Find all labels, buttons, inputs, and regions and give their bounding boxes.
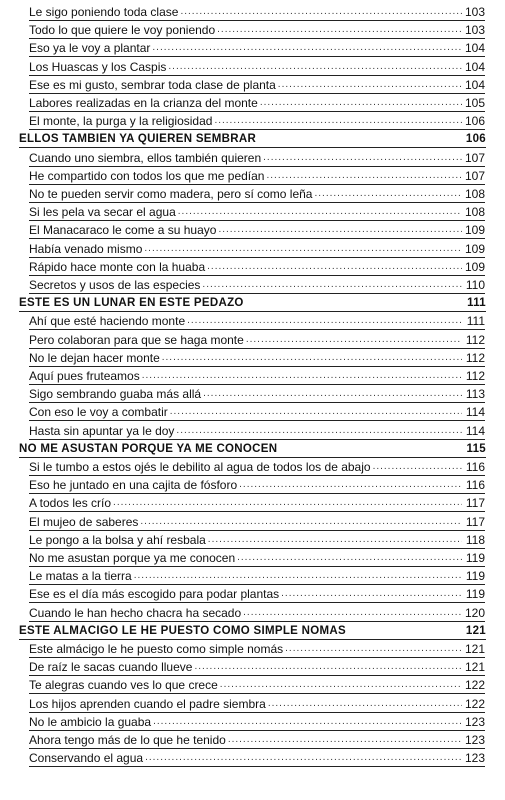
toc-entry-title: Eso ya le voy a plantar <box>29 41 151 56</box>
dot-leader <box>194 659 462 675</box>
dot-leader <box>134 568 462 584</box>
toc-entry-title: ESTE ES UN LUNAR EN ESTE PEDAZO <box>19 297 244 310</box>
toc-page-number: 118 <box>465 532 485 547</box>
toc-page-number: 123 <box>464 733 485 747</box>
toc-entry <box>29 76 485 94</box>
dot-leader <box>170 404 462 420</box>
toc-entry-title: Todo lo que quiere le voy poniendo <box>29 23 216 38</box>
toc-page-number: 123 <box>464 714 485 729</box>
toc-entry <box>29 585 485 603</box>
toc-entry-title: Pero colaboran para que se haga monte <box>29 332 244 347</box>
toc-page-number: 114 <box>465 423 485 438</box>
toc-page-number: 121 <box>464 660 485 675</box>
toc-entry-title: Ese es el día más escogido para podar plantas <box>29 587 280 602</box>
dot-leader <box>263 150 462 166</box>
toc-section-heading <box>19 294 486 312</box>
toc-page-number: 113 <box>465 387 485 402</box>
toc-entry <box>29 513 485 531</box>
toc-page-number: 109 <box>464 259 485 274</box>
toc-entry-title: Conservando el agua <box>29 751 144 766</box>
toc-entry-title: No le dejan hacer monte <box>29 350 160 365</box>
dot-leader <box>203 386 462 402</box>
dot-leader <box>314 186 462 202</box>
dot-leader <box>145 750 462 766</box>
dot-leader <box>168 59 462 75</box>
toc-entry <box>29 494 485 512</box>
dot-leader <box>214 113 462 129</box>
dot-leader <box>187 313 462 329</box>
toc-page-number: 109 <box>464 241 485 256</box>
toc-entry <box>29 112 485 130</box>
toc-entry <box>29 349 485 367</box>
toc-entry-title: Le sigo poniendo toda clase <box>29 5 179 19</box>
dot-leader <box>152 40 462 56</box>
toc-entry-title: He compartido con todos los que me pedían <box>29 168 265 183</box>
dot-leader <box>113 495 462 511</box>
toc-page-number: 111 <box>467 297 486 310</box>
toc-entry <box>29 258 485 276</box>
toc-page-number: 112 <box>465 332 485 347</box>
toc-entry <box>29 531 485 549</box>
dot-leader <box>266 168 462 184</box>
toc-entry <box>29 3 485 21</box>
dot-leader <box>140 514 462 530</box>
toc-entry <box>29 331 485 349</box>
toc-page-number: 106 <box>465 133 486 146</box>
toc-page-number: 104 <box>464 41 485 56</box>
toc-page-number: 108 <box>464 187 485 201</box>
toc-entry <box>29 476 485 494</box>
toc-entry-title: Hasta sin apuntar ya le doy <box>29 423 175 438</box>
toc-page-number: 116 <box>465 478 485 493</box>
toc-entry-title: A todos les crío <box>29 496 112 511</box>
toc-entry <box>29 731 485 749</box>
toc-entry-title: ESTE ALMACIGO LE HE PUESTO COMO SIMPLE NOMAS <box>19 624 346 637</box>
toc-page-number: 119 <box>465 569 485 584</box>
toc-entry <box>29 713 485 731</box>
toc-entry-title: Aquí pues fruteamos <box>29 369 140 383</box>
toc-entry-title: El mujeo de saberes <box>29 514 139 529</box>
toc-entry-title: Rápido hace monte con la huaba <box>29 259 206 274</box>
toc-entry-title: Había venado mismo <box>29 241 143 256</box>
dot-leader <box>237 550 462 566</box>
dot-leader <box>218 222 462 238</box>
toc-entry <box>29 567 485 585</box>
dot-leader <box>153 714 462 730</box>
toc-page-number: 112 <box>465 350 485 365</box>
dot-leader <box>243 605 462 621</box>
toc-entry-title: Te alegras cuando ves lo que crece <box>29 678 218 693</box>
toc-page-number: 114 <box>465 405 485 420</box>
toc-entry-title: Los hijos aprenden cuando el padre siembra <box>29 696 266 711</box>
toc-entry-title: Le matas a la tierra <box>29 569 132 584</box>
toc-entry <box>29 21 485 39</box>
toc-section-heading <box>19 622 486 640</box>
toc-entry <box>29 549 485 567</box>
toc-entry-title: ELLOS TAMBIEN YA QUIEREN SEMBRAR <box>19 133 257 146</box>
toc-page-number: 115 <box>466 442 486 455</box>
toc-entry-title: NO ME ASUSTAN PORQUE YA ME CONOCEN <box>19 442 278 455</box>
toc-entry <box>29 149 485 167</box>
toc-entry <box>29 203 485 221</box>
toc-page-number: 108 <box>464 205 485 220</box>
toc-page-number: 121 <box>465 624 486 637</box>
toc-entry-title: Los Huascas y los Caspis <box>29 59 167 74</box>
dot-leader <box>373 459 462 475</box>
toc-entry <box>29 695 485 713</box>
toc-entry <box>29 604 485 622</box>
dot-leader <box>220 677 462 693</box>
toc-entry-title: El Manacaraco le come a su huayo <box>29 223 217 238</box>
toc-entry <box>29 658 485 676</box>
toc-entry-title: Con eso le voy a combatir <box>29 405 168 420</box>
toc-entry <box>29 276 485 294</box>
toc-entry-title: No me asustan porque ya me conocen <box>29 551 236 565</box>
toc-entry <box>29 422 485 440</box>
dot-leader <box>176 423 462 439</box>
toc-entry-title: Si le tumbo a estos ojés le debilito al agua de todos los de abajo <box>29 460 371 474</box>
toc-entry <box>29 458 485 476</box>
toc-entry-title: Eso he juntado en una cajita de fósforo <box>29 478 238 493</box>
toc-page-number: 111 <box>466 314 485 329</box>
toc-entry <box>29 58 485 76</box>
toc-page-number: 119 <box>465 587 485 602</box>
toc-entry <box>29 185 485 203</box>
toc-page-number: 117 <box>465 514 485 529</box>
toc-entry-title: Sigo sembrando guaba más allá <box>29 387 202 402</box>
toc-entry <box>29 221 485 239</box>
dot-leader <box>202 277 462 293</box>
toc-page-number: 104 <box>464 59 485 74</box>
toc-entry-title: Ahí que esté haciendo monte <box>29 314 186 329</box>
toc-entry <box>29 676 485 694</box>
toc-page-number: 103 <box>464 5 485 19</box>
toc-page-number: 123 <box>464 751 485 766</box>
toc-entry-title: Le pongo a la bolsa y ahí resbala <box>29 532 206 547</box>
dot-leader <box>281 586 462 602</box>
dot-leader <box>239 477 462 493</box>
toc-page-number: 122 <box>464 678 485 693</box>
toc-entry-title: El monte, la purga y la religiosidad <box>29 114 213 129</box>
toc-entry-title: Ahora tengo más de lo que he tenido <box>29 733 226 747</box>
toc-section-heading <box>19 130 486 148</box>
toc-entry-title: Labores realizadas en la crianza del monte <box>29 96 258 110</box>
toc-page-number: 112 <box>465 369 485 383</box>
dot-leader <box>207 259 462 275</box>
toc-entry <box>29 385 485 403</box>
toc-page-number: 107 <box>464 150 485 165</box>
toc-page-number: 116 <box>465 460 485 474</box>
dot-leader <box>260 95 462 111</box>
dot-leader <box>285 641 462 657</box>
toc-entry-title: Secretos y usos de las especies <box>29 278 201 292</box>
toc-entry-title: Cuando uno siembra, ellos también quieren <box>29 150 262 165</box>
toc-entry-title: No le ambicio la guaba <box>29 714 152 729</box>
dot-leader <box>246 332 462 348</box>
dot-leader <box>208 532 462 548</box>
toc-page-number: 117 <box>465 496 485 511</box>
toc-page-number: 105 <box>464 96 485 110</box>
toc-entry <box>29 640 485 658</box>
toc-page-number: 106 <box>464 114 485 129</box>
toc-page-number: 103 <box>464 23 485 38</box>
toc-section-heading <box>19 440 486 458</box>
dot-leader <box>278 77 462 93</box>
dot-leader <box>180 4 462 20</box>
toc-entry <box>29 312 485 330</box>
toc-entry-title: Si les pela va secar el agua <box>29 205 176 220</box>
toc-entry <box>29 749 485 767</box>
toc-entry <box>29 39 485 57</box>
toc-entry-title: No te pueden servir como madera, pero sí como leña <box>29 187 313 201</box>
toc-entry-title: Este almácigo le he puesto como simple nomás <box>29 642 284 656</box>
dot-leader <box>142 368 462 384</box>
toc-page-number: 121 <box>464 642 485 656</box>
toc-entry-title: Ese es mi gusto, sembrar toda clase de planta <box>29 77 276 92</box>
dot-leader <box>178 204 462 220</box>
toc-entry <box>29 403 485 421</box>
toc-entry <box>29 94 485 112</box>
dot-leader <box>217 22 462 38</box>
toc-entry <box>29 167 485 185</box>
toc-entry-title: Cuando le han hecho chacra ha secado <box>29 605 242 620</box>
dot-leader <box>268 696 462 712</box>
toc-page-number: 120 <box>464 605 485 620</box>
dot-leader <box>162 350 462 366</box>
toc-entry-title: De raíz le sacas cuando llueve <box>29 660 193 675</box>
toc-page-number: 110 <box>465 278 485 292</box>
toc-page-number: 107 <box>464 168 485 183</box>
dot-leader <box>144 241 462 257</box>
toc-page-number: 122 <box>464 696 485 711</box>
toc-page-number: 104 <box>464 77 485 92</box>
toc-entry <box>29 240 485 258</box>
toc-entry <box>29 367 485 385</box>
toc-page-number: 119 <box>465 551 485 565</box>
toc-page-number: 109 <box>464 223 485 238</box>
dot-leader <box>228 732 462 748</box>
